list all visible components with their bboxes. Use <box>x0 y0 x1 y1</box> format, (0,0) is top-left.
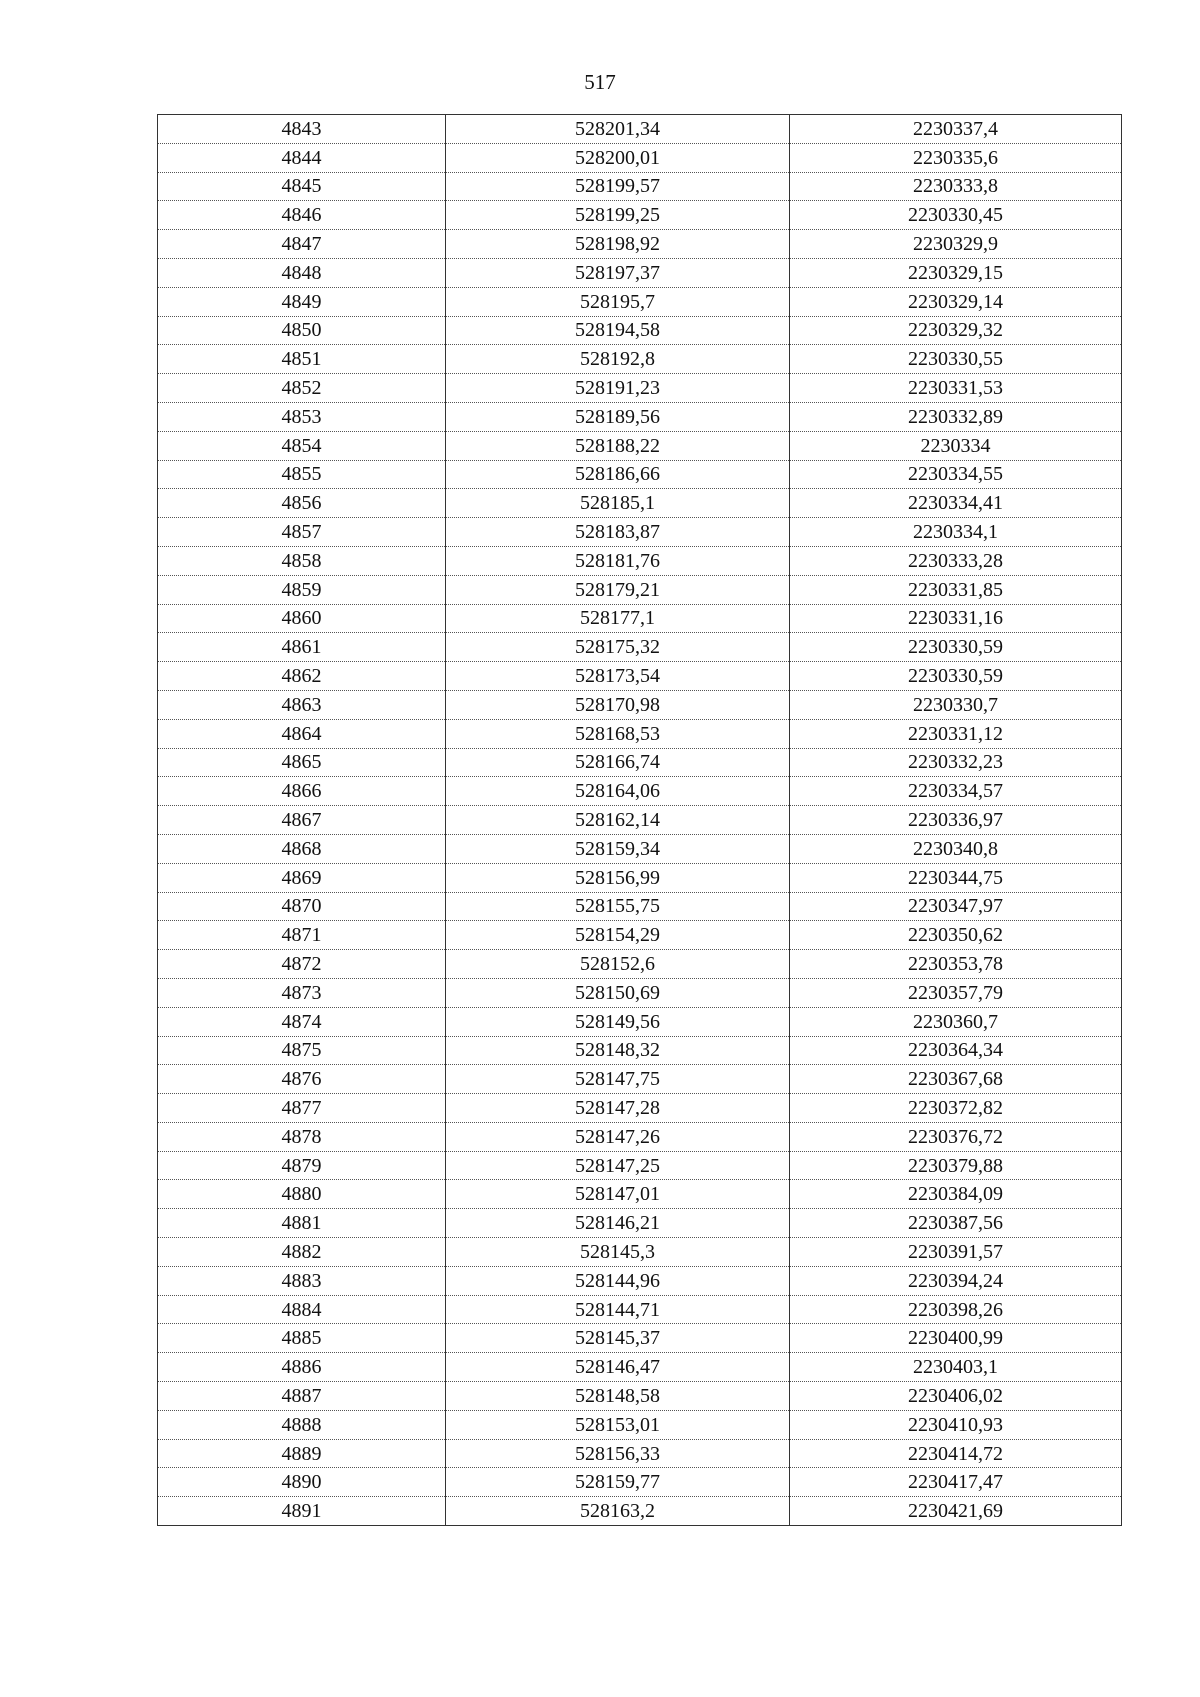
y-coordinate-cell: 2230336,97 <box>790 806 1122 835</box>
x-coordinate-cell: 528199,25 <box>446 201 790 230</box>
point-number-cell: 4846 <box>158 201 446 230</box>
table-row <box>158 1151 1122 1180</box>
table-row <box>158 633 1122 662</box>
y-coordinate-cell: 2230417,47 <box>790 1468 1122 1497</box>
x-coordinate-cell: 528146,21 <box>446 1209 790 1238</box>
coordinates-table-body <box>158 115 1122 1526</box>
x-coordinate-cell: 528164,06 <box>446 777 790 806</box>
point-number-cell: 4848 <box>158 258 446 287</box>
table-row <box>158 1180 1122 1209</box>
table-row <box>158 1497 1122 1526</box>
table-row <box>158 431 1122 460</box>
point-number-cell: 4870 <box>158 892 446 921</box>
y-coordinate-cell: 2230334 <box>790 431 1122 460</box>
point-number-cell: 4886 <box>158 1353 446 1382</box>
x-coordinate-cell: 528153,01 <box>446 1410 790 1439</box>
table-row <box>158 1122 1122 1151</box>
table-row <box>158 345 1122 374</box>
x-coordinate-cell: 528159,34 <box>446 834 790 863</box>
x-coordinate-cell: 528166,74 <box>446 748 790 777</box>
table-row <box>158 1439 1122 1468</box>
x-coordinate-cell: 528198,92 <box>446 230 790 259</box>
x-coordinate-cell: 528192,8 <box>446 345 790 374</box>
table-row <box>158 892 1122 921</box>
x-coordinate-cell: 528175,32 <box>446 633 790 662</box>
y-coordinate-cell: 2230372,82 <box>790 1094 1122 1123</box>
y-coordinate-cell: 2230360,7 <box>790 1007 1122 1036</box>
point-number-cell: 4874 <box>158 1007 446 1036</box>
y-coordinate-cell: 2230410,93 <box>790 1410 1122 1439</box>
point-number-cell: 4876 <box>158 1065 446 1094</box>
table-row <box>158 834 1122 863</box>
x-coordinate-cell: 528150,69 <box>446 978 790 1007</box>
y-coordinate-cell: 2230331,12 <box>790 719 1122 748</box>
y-coordinate-cell: 2230330,7 <box>790 690 1122 719</box>
x-coordinate-cell: 528148,32 <box>446 1036 790 1065</box>
point-number-cell: 4859 <box>158 575 446 604</box>
table-row <box>158 1065 1122 1094</box>
table-row <box>158 978 1122 1007</box>
table-row <box>158 230 1122 259</box>
point-number-cell: 4872 <box>158 950 446 979</box>
table-row <box>158 1238 1122 1267</box>
point-number-cell: 4883 <box>158 1266 446 1295</box>
point-number-cell: 4873 <box>158 978 446 1007</box>
point-number-cell: 4875 <box>158 1036 446 1065</box>
point-number-cell: 4867 <box>158 806 446 835</box>
x-coordinate-cell: 528144,71 <box>446 1295 790 1324</box>
point-number-cell: 4852 <box>158 374 446 403</box>
table-row <box>158 1324 1122 1353</box>
x-coordinate-cell: 528147,28 <box>446 1094 790 1123</box>
y-coordinate-cell: 2230334,41 <box>790 489 1122 518</box>
x-coordinate-cell: 528156,33 <box>446 1439 790 1468</box>
point-number-cell: 4857 <box>158 518 446 547</box>
table-row <box>158 518 1122 547</box>
table-row <box>158 1295 1122 1324</box>
x-coordinate-cell: 528147,75 <box>446 1065 790 1094</box>
x-coordinate-cell: 528173,54 <box>446 662 790 691</box>
y-coordinate-cell: 2230331,53 <box>790 374 1122 403</box>
table-row <box>158 719 1122 748</box>
x-coordinate-cell: 528195,7 <box>446 287 790 316</box>
point-number-cell: 4881 <box>158 1209 446 1238</box>
y-coordinate-cell: 2230337,4 <box>790 115 1122 144</box>
table-row <box>158 1468 1122 1497</box>
x-coordinate-cell: 528200,01 <box>446 143 790 172</box>
y-coordinate-cell: 2230333,28 <box>790 546 1122 575</box>
point-number-cell: 4877 <box>158 1094 446 1123</box>
table-row <box>158 662 1122 691</box>
table-row <box>158 316 1122 345</box>
y-coordinate-cell: 2230334,57 <box>790 777 1122 806</box>
point-number-cell: 4871 <box>158 921 446 950</box>
table-row <box>158 287 1122 316</box>
point-number-cell: 4869 <box>158 863 446 892</box>
point-number-cell: 4843 <box>158 115 446 144</box>
x-coordinate-cell: 528148,58 <box>446 1382 790 1411</box>
y-coordinate-cell: 2230421,69 <box>790 1497 1122 1526</box>
table-row <box>158 546 1122 575</box>
point-number-cell: 4889 <box>158 1439 446 1468</box>
y-coordinate-cell: 2230387,56 <box>790 1209 1122 1238</box>
table-row <box>158 201 1122 230</box>
y-coordinate-cell: 2230367,68 <box>790 1065 1122 1094</box>
x-coordinate-cell: 528170,98 <box>446 690 790 719</box>
y-coordinate-cell: 2230391,57 <box>790 1238 1122 1267</box>
point-number-cell: 4865 <box>158 748 446 777</box>
point-number-cell: 4882 <box>158 1238 446 1267</box>
y-coordinate-cell: 2230353,78 <box>790 950 1122 979</box>
y-coordinate-cell: 2230398,26 <box>790 1295 1122 1324</box>
y-coordinate-cell: 2230335,6 <box>790 143 1122 172</box>
x-coordinate-cell: 528186,66 <box>446 460 790 489</box>
y-coordinate-cell: 2230330,55 <box>790 345 1122 374</box>
x-coordinate-cell: 528185,1 <box>446 489 790 518</box>
x-coordinate-cell: 528194,58 <box>446 316 790 345</box>
y-coordinate-cell: 2230332,89 <box>790 402 1122 431</box>
y-coordinate-cell: 2230329,15 <box>790 258 1122 287</box>
table-row <box>158 575 1122 604</box>
y-coordinate-cell: 2230333,8 <box>790 172 1122 201</box>
point-number-cell: 4844 <box>158 143 446 172</box>
x-coordinate-cell: 528179,21 <box>446 575 790 604</box>
table-row <box>158 1036 1122 1065</box>
point-number-cell: 4860 <box>158 604 446 633</box>
coordinates-table <box>157 114 1122 1526</box>
table-row <box>158 950 1122 979</box>
point-number-cell: 4845 <box>158 172 446 201</box>
x-coordinate-cell: 528201,34 <box>446 115 790 144</box>
table-row <box>158 690 1122 719</box>
y-coordinate-cell: 2230331,85 <box>790 575 1122 604</box>
x-coordinate-cell: 528191,23 <box>446 374 790 403</box>
point-number-cell: 4861 <box>158 633 446 662</box>
point-number-cell: 4884 <box>158 1295 446 1324</box>
table-row <box>158 374 1122 403</box>
x-coordinate-cell: 528154,29 <box>446 921 790 950</box>
y-coordinate-cell: 2230334,55 <box>790 460 1122 489</box>
x-coordinate-cell: 528189,56 <box>446 402 790 431</box>
point-number-cell: 4880 <box>158 1180 446 1209</box>
point-number-cell: 4878 <box>158 1122 446 1151</box>
point-number-cell: 4862 <box>158 662 446 691</box>
point-number-cell: 4850 <box>158 316 446 345</box>
table-row <box>158 863 1122 892</box>
x-coordinate-cell: 528159,77 <box>446 1468 790 1497</box>
y-coordinate-cell: 2230394,24 <box>790 1266 1122 1295</box>
point-number-cell: 4864 <box>158 719 446 748</box>
table-row <box>158 1382 1122 1411</box>
point-number-cell: 4858 <box>158 546 446 575</box>
y-coordinate-cell: 2230384,09 <box>790 1180 1122 1209</box>
y-coordinate-cell: 2230347,97 <box>790 892 1122 921</box>
y-coordinate-cell: 2230329,9 <box>790 230 1122 259</box>
x-coordinate-cell: 528145,3 <box>446 1238 790 1267</box>
y-coordinate-cell: 2230340,8 <box>790 834 1122 863</box>
y-coordinate-cell: 2230331,16 <box>790 604 1122 633</box>
table-row <box>158 1353 1122 1382</box>
y-coordinate-cell: 2230332,23 <box>790 748 1122 777</box>
table-row <box>158 143 1122 172</box>
x-coordinate-cell: 528144,96 <box>446 1266 790 1295</box>
table-row <box>158 777 1122 806</box>
y-coordinate-cell: 2230406,02 <box>790 1382 1122 1411</box>
x-coordinate-cell: 528147,25 <box>446 1151 790 1180</box>
y-coordinate-cell: 2230330,59 <box>790 662 1122 691</box>
table-row <box>158 1094 1122 1123</box>
y-coordinate-cell: 2230350,62 <box>790 921 1122 950</box>
x-coordinate-cell: 528199,57 <box>446 172 790 201</box>
x-coordinate-cell: 528188,22 <box>446 431 790 460</box>
point-number-cell: 4851 <box>158 345 446 374</box>
y-coordinate-cell: 2230379,88 <box>790 1151 1122 1180</box>
y-coordinate-cell: 2230357,79 <box>790 978 1122 1007</box>
x-coordinate-cell: 528156,99 <box>446 863 790 892</box>
point-number-cell: 4866 <box>158 777 446 806</box>
table-row <box>158 604 1122 633</box>
table-row <box>158 1266 1122 1295</box>
x-coordinate-cell: 528183,87 <box>446 518 790 547</box>
y-coordinate-cell: 2230334,1 <box>790 518 1122 547</box>
y-coordinate-cell: 2230329,32 <box>790 316 1122 345</box>
point-number-cell: 4847 <box>158 230 446 259</box>
x-coordinate-cell: 528155,75 <box>446 892 790 921</box>
x-coordinate-cell: 528168,53 <box>446 719 790 748</box>
y-coordinate-cell: 2230329,14 <box>790 287 1122 316</box>
y-coordinate-cell: 2230414,72 <box>790 1439 1122 1468</box>
y-coordinate-cell: 2230403,1 <box>790 1353 1122 1382</box>
table-row <box>158 489 1122 518</box>
table-row <box>158 921 1122 950</box>
y-coordinate-cell: 2230400,99 <box>790 1324 1122 1353</box>
x-coordinate-cell: 528152,6 <box>446 950 790 979</box>
x-coordinate-cell: 528145,37 <box>446 1324 790 1353</box>
table-row <box>158 1209 1122 1238</box>
table-row <box>158 1007 1122 1036</box>
y-coordinate-cell: 2230364,34 <box>790 1036 1122 1065</box>
x-coordinate-cell: 528149,56 <box>446 1007 790 1036</box>
point-number-cell: 4863 <box>158 690 446 719</box>
point-number-cell: 4885 <box>158 1324 446 1353</box>
table-row <box>158 402 1122 431</box>
x-coordinate-cell: 528163,2 <box>446 1497 790 1526</box>
y-coordinate-cell: 2230344,75 <box>790 863 1122 892</box>
x-coordinate-cell: 528147,01 <box>446 1180 790 1209</box>
table-row <box>158 1410 1122 1439</box>
x-coordinate-cell: 528162,14 <box>446 806 790 835</box>
table-row <box>158 748 1122 777</box>
table-row <box>158 806 1122 835</box>
point-number-cell: 4856 <box>158 489 446 518</box>
table-row <box>158 258 1122 287</box>
y-coordinate-cell: 2230376,72 <box>790 1122 1122 1151</box>
point-number-cell: 4868 <box>158 834 446 863</box>
x-coordinate-cell: 528197,37 <box>446 258 790 287</box>
y-coordinate-cell: 2230330,45 <box>790 201 1122 230</box>
point-number-cell: 4891 <box>158 1497 446 1526</box>
x-coordinate-cell: 528146,47 <box>446 1353 790 1382</box>
y-coordinate-cell: 2230330,59 <box>790 633 1122 662</box>
point-number-cell: 4887 <box>158 1382 446 1411</box>
x-coordinate-cell: 528181,76 <box>446 546 790 575</box>
point-number-cell: 4890 <box>158 1468 446 1497</box>
x-coordinate-cell: 528147,26 <box>446 1122 790 1151</box>
point-number-cell: 4849 <box>158 287 446 316</box>
point-number-cell: 4888 <box>158 1410 446 1439</box>
table-row <box>158 172 1122 201</box>
table-row <box>158 115 1122 144</box>
page-number: 517 <box>584 70 616 94</box>
point-number-cell: 4853 <box>158 402 446 431</box>
point-number-cell: 4855 <box>158 460 446 489</box>
x-coordinate-cell: 528177,1 <box>446 604 790 633</box>
table-row <box>158 460 1122 489</box>
point-number-cell: 4879 <box>158 1151 446 1180</box>
point-number-cell: 4854 <box>158 431 446 460</box>
